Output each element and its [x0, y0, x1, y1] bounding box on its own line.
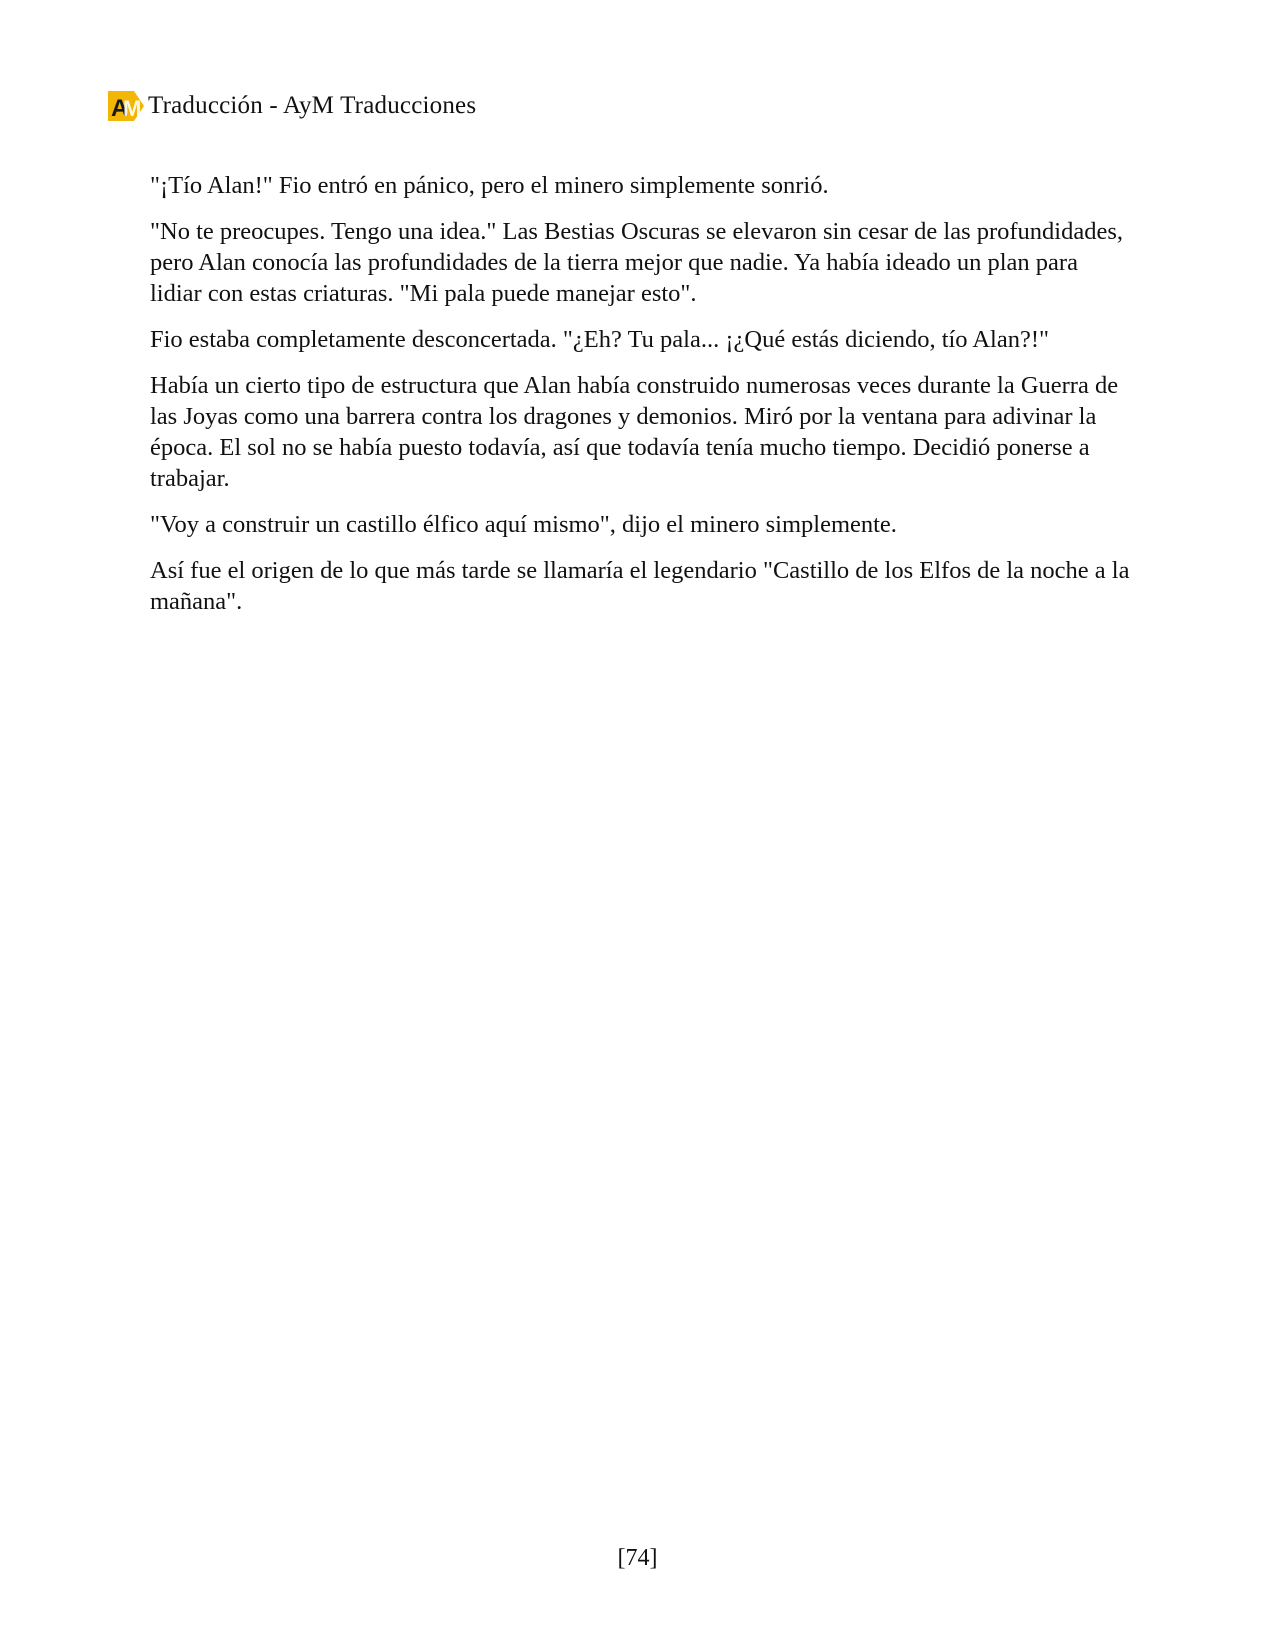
paragraph: Así fue el origen de lo que más tarde se llamaría el legendario "Castillo de los Elfos de la noche a la mañana".	[150, 557, 1130, 615]
paragraph: "No te preocupes. Tengo una idea." Las Bestias Oscuras se elevaron sin cesar de las profundidades, pero Alan conocía las profundidades de la tierra mejor que nadie. Ya había ideado un plan para lidiar con estas criaturas. "Mi pala puede manejar esto".	[150, 218, 1124, 307]
paragraph: Había un cierto tipo de estructura que Alan había construido numerosas veces durante la Guerra de las Joyas como una barrera contra los dragones y demonios. Miró por la ventana para adivinar la época. El sol no se había puesto todavía, así que todavía tenía mucho tiempo. Decidió ponerse a trabajar.	[150, 372, 1119, 492]
svg-text:A: A	[111, 95, 129, 122]
paragraph: Fio estaba completamente desconcertada. "¿Eh? Tu pala... ¡¿Qué estás diciendo, tío Alan?!"	[150, 326, 1049, 353]
paragraph: "¡Tío Alan!" Fio entró en pánico, pero el minero simplemente sonrió.	[150, 172, 829, 199]
aym-logo	[104, 89, 146, 123]
page-header	[104, 88, 476, 124]
paragraph: "Voy a construir un castillo élfico aquí mismo", dijo el minero simplemente.	[150, 511, 897, 538]
page-number: [74]	[617, 1545, 658, 1571]
document-body	[150, 170, 1135, 632]
svg-text:M: M	[123, 96, 142, 121]
header-title: Traducción - AyM Traducciones	[148, 92, 477, 119]
